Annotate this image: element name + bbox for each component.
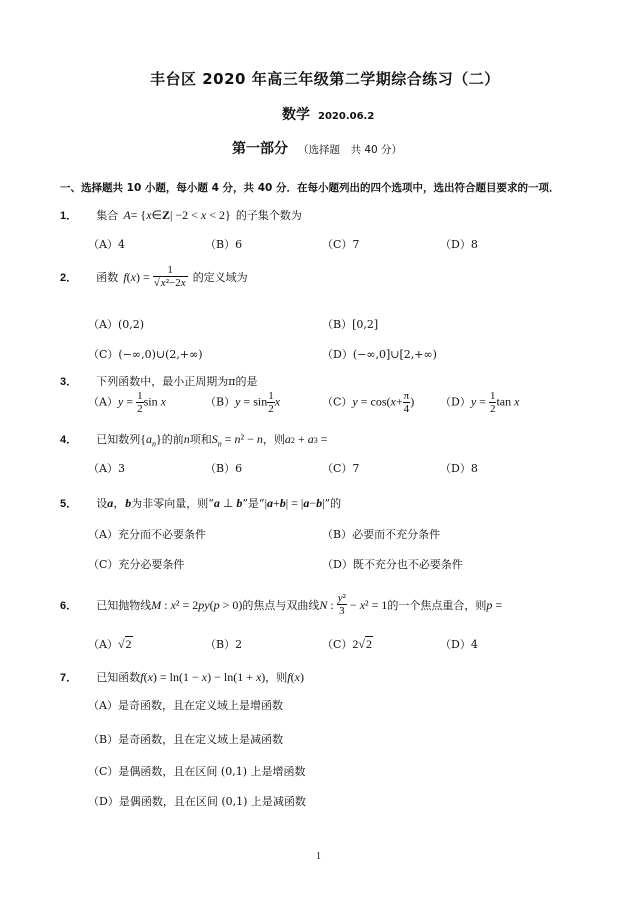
question-text: 集合 — [96, 209, 119, 222]
option-b: （B）6 — [205, 462, 243, 475]
function-fraction: $\frac{1}{\text{√x²−2x}}$ — [153, 264, 186, 289]
option-b: （B）2 — [205, 638, 243, 651]
option-b: （B）必要而不充分条件 — [322, 528, 441, 541]
option-a: （A）y = $\frac{1}{2}$ sin x — [88, 390, 166, 415]
question-number: 6． — [60, 600, 78, 612]
set-expression: A — [123, 208, 131, 222]
option-a: （A）充分而不必要条件 — [88, 528, 206, 541]
option-a: （A）是奇函数，且在定义域上是增函数 — [88, 699, 283, 712]
question-number: 5． — [60, 498, 78, 510]
option-d: （D）是偶函数，且在区间 (0,1) 上是减函数 — [88, 795, 306, 808]
option-d: （D）8 — [440, 238, 478, 251]
question-number: 2． — [60, 272, 78, 284]
option-b: （B）y = sin $\frac{1}{2}$ x — [205, 390, 281, 415]
part-note: （选择题 共 40 分） — [298, 144, 403, 156]
question-6: 6． 已知抛物线M : x² = 2py(p > 0)的焦点与双曲线N : $\frac{\text{y²}}{3}$ − x² = 1的一个焦点重合，则p = — [60, 592, 503, 617]
option-d: （D）y = $\frac{1}{2}$ tan x — [440, 390, 520, 415]
question-text: 下列函数中，最小正周期为π的是 — [96, 375, 258, 388]
option-b: （B）[0,2] — [322, 318, 379, 331]
part-label: 第一部分 — [232, 141, 288, 157]
page-title: 丰台区 2020 年高三年级第二学期综合练习（二） — [150, 70, 500, 88]
option-d: （D）8 — [440, 462, 478, 475]
question-number: 3． — [60, 376, 78, 388]
subject-label: 数学 — [282, 107, 310, 123]
question-4: 4． 已知数列$\{a_n\}$的前n项和$S_n = n^2 - n$，则a2 + a3 = — [60, 432, 328, 449]
part-heading — [232, 138, 402, 158]
exam-date: 2020.06.2 — [318, 111, 375, 122]
option-b: （B）是奇函数，且在定义域上是减函数 — [88, 733, 284, 746]
question-number: 4． — [60, 434, 78, 446]
option-a: （A）3 — [88, 462, 125, 475]
page-number: 1 — [316, 851, 321, 862]
question-text: 函数 — [96, 271, 119, 284]
option-a: （A）4 — [88, 238, 125, 251]
option-c: （C）充分必要条件 — [88, 558, 185, 571]
option-d: （D）4 — [440, 638, 478, 651]
option-d: （D）(−∞,0]∪[2,+∞) — [322, 348, 437, 361]
section-instructions: 一、选择题共 10 小题，每小题 4 分，共 40 分．在每小题列出的四个选项中，选出符合题目要求的一项． — [60, 182, 560, 194]
question-5: 5． 设a，b为非零向量，则“a ⊥ b”是“|a+b| = |a−b|”的 — [60, 496, 342, 510]
question-3 — [60, 370, 257, 389]
option-c: （C）y = cos(x+ $\frac{\pi}{4}$ ) — [322, 390, 415, 415]
question-1: 1． 集合 A= {x∈Z| −2 < x < 2} 的子集个数为 — [60, 208, 302, 222]
option-c: （C）7 — [322, 462, 360, 475]
option-a: （A）√2 — [88, 637, 132, 651]
question-2: 2． 函数 f(x) = $\frac{1}{\text{√x²−2x}}$ 的定义域为 — [60, 264, 248, 289]
question-7: 7． 已知函数f(x) = ln(1 − x) − ln(1 + x)，则f(x) — [60, 670, 304, 684]
option-c: （C）是偶函数，且在区间 (0,1) 上是增函数 — [88, 765, 306, 778]
option-d: （D）既不充分也不必要条件 — [322, 558, 463, 571]
question-number: 1． — [60, 210, 78, 222]
option-a: （A）(0,2) — [88, 318, 145, 331]
option-c: （C）(−∞,0)∪(2,+∞) — [88, 348, 203, 361]
option-b: （B）6 — [205, 238, 243, 251]
question-number: 7． — [60, 672, 78, 684]
option-c: （C）7 — [322, 238, 360, 251]
option-c: （C）2√2 — [322, 637, 373, 651]
subject-line — [282, 104, 374, 124]
